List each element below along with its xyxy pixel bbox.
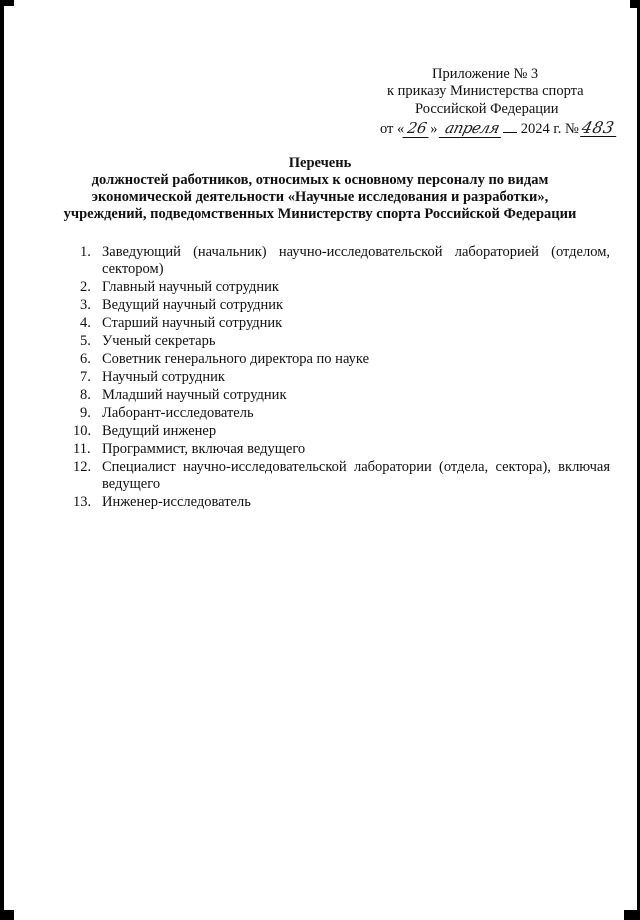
- positions-list: [73, 244, 610, 512]
- title-line-3: экономической деятельности «Научные исследования и разработки»,: [91, 189, 549, 205]
- list-item: [80, 405, 610, 422]
- item-text: Лаборант-исследователь: [102, 405, 254, 421]
- appendix-federation: Российской Федерации: [415, 101, 559, 117]
- item-text: Программист, включая ведущего: [102, 441, 306, 457]
- list-item: [80, 333, 610, 350]
- title-line-2: должностей работников, относимых к основному персоналу по видам: [91, 172, 549, 188]
- date-month-handwritten: апреля: [439, 120, 505, 138]
- list-item: [80, 351, 610, 368]
- appendix-order-ref: к приказу Министерства спорта: [387, 83, 584, 99]
- item-number: 2.: [80, 279, 91, 295]
- list-item: [80, 315, 610, 332]
- title-line-4: учреждений, подведомственных Министерству спорта Российской Федерации: [63, 206, 577, 222]
- list-item: [73, 494, 610, 511]
- list-item: [80, 244, 610, 278]
- title-heading: Перечень: [288, 155, 352, 171]
- list-item: [80, 297, 610, 314]
- item-number: 10.: [73, 423, 92, 439]
- item-text: Советник генерального директора по науке: [102, 351, 370, 367]
- item-text: Инженер-исследователь: [102, 494, 251, 510]
- item-number: 3.: [80, 297, 91, 313]
- item-number: 6.: [80, 351, 91, 367]
- appendix-title: Приложение № 3: [432, 66, 539, 82]
- item-text: Ведущий инженер: [102, 423, 217, 439]
- list-item: [80, 369, 610, 386]
- item-text: Ведущий научный сотрудник: [102, 297, 284, 313]
- item-text: Научный сотрудник: [102, 369, 225, 385]
- date-year: 2024 г. №: [520, 121, 579, 137]
- item-number: 13.: [73, 494, 92, 510]
- item-text: Младший научный сотрудник: [102, 387, 287, 403]
- item-text: Заведующий (начальник) научно-исследовательской лабораторией (отделом, сектором): [102, 244, 610, 277]
- item-number: 1.: [80, 244, 91, 260]
- scan-corner-bottom-left: [0, 910, 14, 920]
- scan-corner-top-right: [630, 0, 640, 8]
- item-number: 8.: [80, 387, 91, 403]
- item-text: Специалист научно-исследовательской лаборатории (отдела, сектора), включая ведущего: [102, 459, 610, 492]
- list-item: [73, 423, 610, 440]
- item-number: 4.: [80, 315, 91, 331]
- order-number-handwritten: 483: [581, 119, 621, 137]
- item-number: 11.: [73, 441, 91, 457]
- date-prefix: от «: [380, 121, 405, 137]
- appendix-date-line: [380, 119, 618, 138]
- item-number: 12.: [73, 459, 92, 475]
- date-close-quote: »: [430, 121, 438, 137]
- list-item: [73, 459, 610, 493]
- list-item: [80, 279, 610, 296]
- date-day-handwritten: 26: [403, 120, 432, 138]
- document-title: [40, 155, 600, 223]
- scan-edge-left: [0, 0, 4, 920]
- list-item: [73, 441, 610, 458]
- item-number: 5.: [80, 333, 91, 349]
- scan-corner-top-left: [0, 0, 14, 6]
- item-number: 7.: [80, 369, 91, 385]
- item-text: Ученый секретарь: [102, 333, 216, 349]
- list-item: [80, 387, 610, 404]
- item-text: Главный научный сотрудник: [102, 279, 279, 295]
- scan-corner-bottom-right: [624, 910, 640, 920]
- item-number: 9.: [80, 405, 91, 421]
- date-underline: [503, 120, 517, 133]
- item-text: Старший научный сотрудник: [102, 315, 283, 331]
